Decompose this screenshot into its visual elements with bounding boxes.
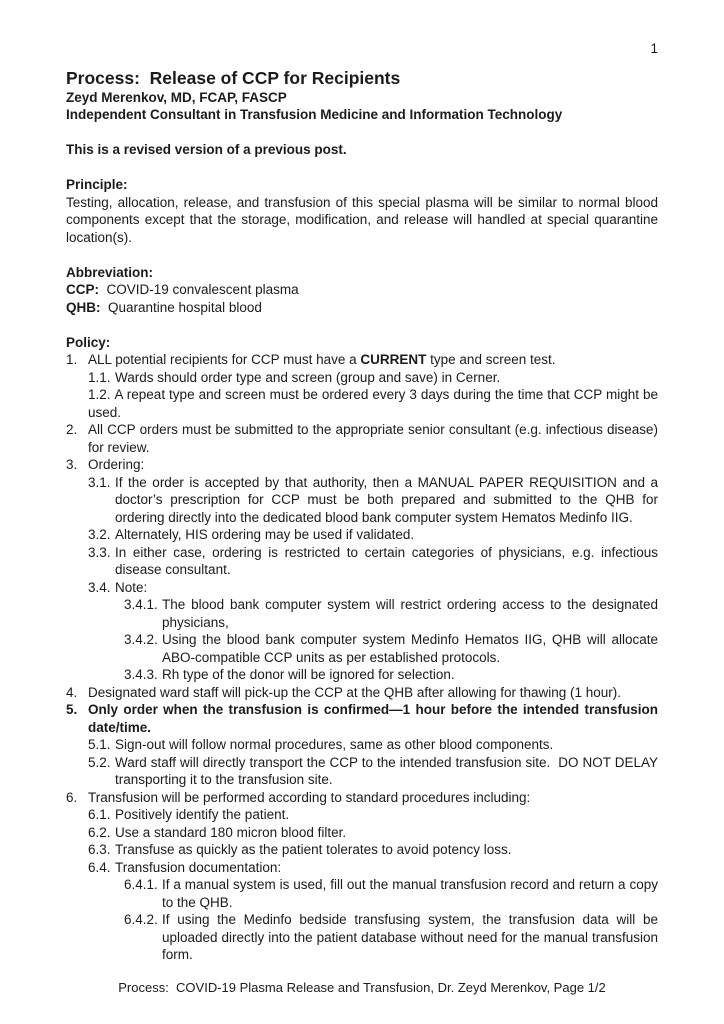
abbreviation-row [66, 299, 658, 317]
policy-item-text: Alternately, HIS ordering may be used if validated. [115, 527, 415, 542]
policy-item-3-2 [66, 526, 658, 544]
policy-item-text: A repeat type and screen must be ordered every 3 days during the time that CCP might be used. [88, 387, 658, 420]
policy-item-6-3 [66, 841, 658, 859]
policy-item-5-1 [66, 736, 658, 754]
policy-item-number: 1. [66, 352, 78, 367]
policy-item-number: 5.2. [88, 754, 111, 770]
policy-item-3-1 [66, 474, 658, 527]
policy-item-text: Use a standard 180 micron blood filter. [115, 824, 347, 840]
policy-item-3 [66, 456, 658, 474]
revision-note: This is a revised version of a previous post. [66, 142, 347, 157]
policy-item-text: Only order when the transfusion is confirmed—1 hour before the intended transfusion date/time. [88, 702, 658, 735]
policy-item-number: 3.4. [88, 579, 111, 595]
policy-heading: Policy: [66, 334, 111, 350]
policy-item-6-4-1 [66, 876, 658, 911]
page-number: 1 [650, 41, 658, 56]
policy-item-text: Transfusion will be performed according to standard procedures including: [88, 789, 531, 805]
policy-item-text: type and screen test. [426, 352, 556, 367]
abbreviation-label: CCP: [66, 282, 99, 297]
policy-item-number: 5.1. [88, 737, 111, 752]
policy-item-number: 6. [66, 789, 78, 805]
policy-item-text: If using the Medinfo bedside transfusing system, the transfusion data will be uploaded directly into the patient database without need for the manual transfusion form. [162, 912, 658, 962]
abbreviation-meaning: COVID-19 convalescent plasma [99, 282, 299, 297]
policy-item-number: 3.3. [88, 544, 111, 560]
policy-item-number: 6.4.2. [124, 912, 158, 927]
policy-item-6-2 [66, 824, 658, 842]
policy-item-number: 3.4.2. [124, 632, 158, 647]
policy-item-text: If the order is accepted by that authority, then a MANUAL PAPER REQUISITION and a doctor’s prescription for CCP must be both prepared and submitted to the QHB for ordering directly into the dedicated blood bank computer system Hematos Medinfo IIG. [115, 474, 658, 525]
policy-item-1-2 [66, 386, 658, 421]
policy-item-number: 3.1. [88, 474, 111, 490]
policy-item-number: 2. [66, 422, 78, 437]
page-footer: Process: COVID-19 Plasma Release and Transfusion, Dr. Zeyd Merenkov, Page 1/2 [118, 979, 606, 995]
policy-item-3-4-2 [66, 631, 658, 666]
policy-item-text: Transfusion documentation: [115, 859, 282, 875]
abbreviation-section [66, 264, 658, 317]
author-name: Zeyd Merenkov, MD, FCAP, FASCP [66, 89, 287, 105]
policy-item-text: Wards should order type and screen (group and save) in Cerner. [115, 369, 501, 385]
policy-item-text: Ordering: [88, 457, 145, 472]
principle-section [66, 176, 658, 246]
policy-item-3-4-3 [66, 666, 658, 684]
policy-item-number: 4. [66, 684, 78, 700]
policy-item-text: Rh type of the donor will be ignored for selection. [162, 667, 455, 682]
policy-item-text: Designated ward staff will pick-up the CCP at the QHB after allowing for thawing (1 hour). [88, 684, 622, 700]
policy-item-number: 1.2. [88, 387, 111, 402]
policy-item-6 [66, 789, 658, 807]
policy-item-text: The blood bank computer system will restrict ordering access to the designated physicians, [162, 597, 658, 630]
policy-item-text: Note: [115, 579, 148, 595]
policy-item-number: 3.4.1. [124, 597, 158, 612]
policy-item-2 [66, 421, 658, 456]
policy-item-3-4 [66, 579, 658, 597]
policy-item-text: Transfuse as quickly as the patient tolerates to avoid potency loss. [115, 842, 512, 857]
policy-item-5-2 [66, 754, 658, 789]
policy-item-text: Sign-out will follow normal procedures, same as other blood components. [115, 737, 554, 752]
policy-item-text: All CCP orders must be submitted to the appropriate senior consultant (e.g. infectious disease) for review. [88, 422, 658, 455]
policy-item-number: 6.4. [88, 859, 111, 875]
policy-item-6-4 [66, 859, 658, 877]
document-content [66, 40, 658, 996]
policy-item-number: 3.4.3. [124, 667, 158, 682]
policy-list [66, 351, 658, 964]
policy-item-number: 6.4.1. [124, 877, 158, 892]
abbreviation-row [66, 281, 658, 299]
policy-item-number: 6.2. [88, 824, 111, 840]
policy-item-number: 3.2. [88, 527, 111, 542]
policy-item-4 [66, 684, 658, 702]
policy-item-text: Ward staff will directly transport the CCP to the intended transfusion site. DO NOT DELAY transporting it to the transfusion site. [115, 754, 658, 787]
policy-section [66, 334, 658, 964]
policy-item-text: In either case, ordering is restricted to certain categories of physicians, e.g. infectious disease consultant. [115, 544, 658, 577]
policy-item-6-1 [66, 806, 658, 824]
policy-item-number: 6.3. [88, 842, 111, 857]
policy-item-number: 1.1. [88, 369, 111, 385]
policy-item-1-1 [66, 369, 658, 387]
policy-item-number: 5. [66, 702, 78, 717]
abbreviation-heading: Abbreviation: [66, 264, 154, 280]
policy-item-text: ALL potential recipients for CCP must have a [88, 352, 361, 367]
policy-item-number: 6.1. [88, 807, 111, 822]
policy-item-text: Using the blood bank computer system Medinfo Hematos IIG, QHB will allocate ABO-compatible CCP units as per established protocols. [162, 632, 658, 665]
policy-item-1 [66, 351, 658, 369]
policy-item-text: CURRENT [360, 352, 427, 367]
abbreviation-meaning: Quarantine hospital blood [100, 299, 262, 315]
policy-item-3-4-1 [66, 596, 658, 631]
policy-item-number: 3. [66, 457, 78, 472]
document-title: Process: Release of CCP for Recipients [66, 67, 401, 88]
policy-item-text: If a manual system is used, fill out the manual transfusion record and return a copy to the QHB. [162, 877, 658, 910]
principle-heading: Principle: [66, 177, 128, 192]
policy-item-text: Positively identify the patient. [115, 807, 290, 822]
abbreviation-label: QHB: [66, 299, 101, 315]
author-affiliation: Independent Consultant in Transfusion Medicine and Information Technology [66, 107, 563, 122]
policy-item-3-3 [66, 544, 658, 579]
policy-item-6-4-2 [66, 911, 658, 964]
principle-body: Testing, allocation, release, and transfusion of this special plasma will be similar to normal blood components except that the storage, modification, and release will handled at special quarantine location(s). [66, 194, 658, 245]
policy-item-5 [66, 701, 658, 736]
